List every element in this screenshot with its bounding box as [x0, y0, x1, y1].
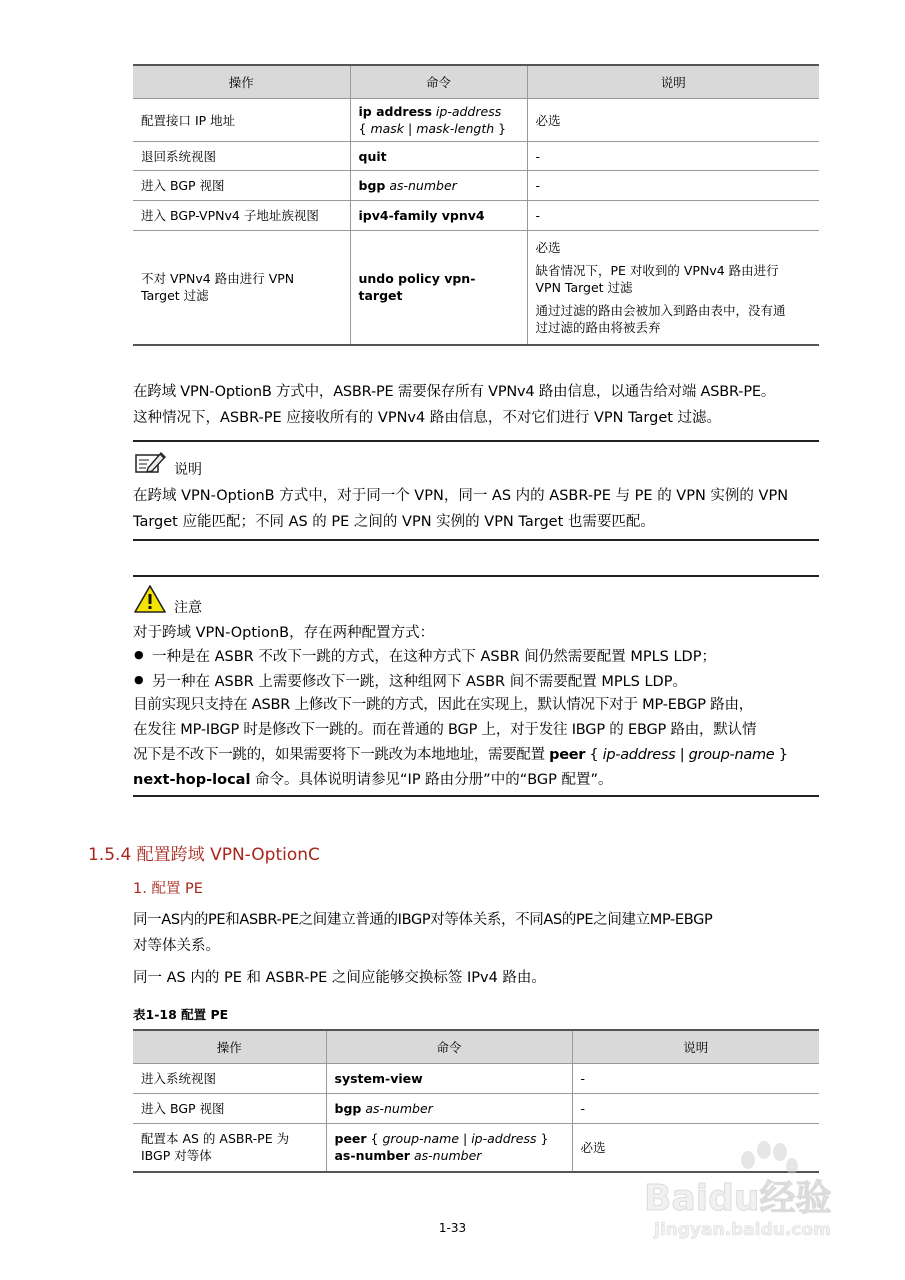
header-operation: 操作: [133, 1030, 326, 1064]
cmd-cell: bgp as-number: [326, 1094, 572, 1124]
desc-cell: -: [527, 142, 819, 171]
desc-cell: 必选: [572, 1124, 819, 1172]
op-cell: 配置接口 IP 地址: [133, 99, 350, 142]
desc-cell: -: [527, 201, 819, 231]
note-pencil-icon: [134, 450, 166, 476]
warning-triangle-icon: [134, 584, 166, 614]
bullet-icon: ●: [134, 673, 144, 686]
op-cell: 进入 BGP 视图: [133, 171, 350, 201]
caution-title: 注意: [174, 600, 202, 616]
desc-cell: 必选: [527, 99, 819, 142]
op-cell: 进入 BGP-VPNv4 子地址族视图: [133, 201, 350, 231]
note-title: 说明: [174, 462, 202, 478]
cmd-cell: system-view: [326, 1064, 572, 1094]
caution-bullet-1: 一种是在 ASBR 不改下一跳的方式，在这种方式下 ASBR 间仍然需要配置 MPLS LDP；: [152, 649, 716, 665]
section-paragraph-1: 同一AS内的PE和ASBR-PE之间建立普通的IBGP对等体关系，不同AS的PE之间建立MP-EBGP 对等体关系。: [133, 912, 713, 954]
command-table-1: [133, 64, 819, 346]
desc-cell: 必选 缺省情况下，PE 对收到的 VPNv4 路由进行 VPN Target 过滤 通过过滤的路由会被加入到路由表中，没有通 过过滤的路由将被丢弃: [527, 231, 819, 345]
cmd-cell: peer { group-name | ip-address } as-number as-number: [326, 1124, 572, 1172]
table-row: [133, 1094, 819, 1124]
table-row: [133, 1064, 819, 1094]
caution-body: 目前实现只支持在 ASBR 上修改下一跳的方式，因此在实现上，默认情况下对于 MP-EBGP 路由， 在发往 MP-IBGP 时是修改下一跳的。而在普通的 BGP 上，对于发往 IBGP 的 EBGP 路由，默认情 况下是不改下一跳的，如果需要将下一跳改为本地地址，需要配置 peer { ip-address | group-name } next-hop-local 命令。具体说明请参见“IP 路由分册”中的“BGP 配置”。: [133, 697, 788, 788]
paragraph-optionb: 在跨域 VPN-OptionB 方式中，ASBR-PE 需要保存所有 VPNv4 路由信息，以通告给对端 ASBR-PE。 这种情况下，ASBR-PE 应接收所有的 VPNv4 路由信息，不对它们进行 VPN Target 过滤。: [133, 384, 776, 426]
op-cell: 退回系统视图: [133, 142, 350, 171]
op-cell: 配置本 AS 的 ASBR-PE 为 IBGP 对等体: [133, 1124, 326, 1172]
op-cell: 进入系统视图: [133, 1064, 326, 1094]
cmd-cell: bgp as-number: [350, 171, 527, 201]
caution-top-rule: [133, 575, 819, 577]
op-cell: 不对 VPNv4 路由进行 VPN Target 过滤: [133, 231, 350, 345]
table-header-row: [133, 65, 819, 99]
desc-cell: -: [527, 171, 819, 201]
caution-bullet-2: 另一种在 ASBR 上需要修改下一跳，这种组网下 ASBR 间不需要配置 MPLS LDP。: [152, 674, 687, 690]
subsection-heading: 1. 配置 PE: [133, 881, 203, 897]
cmd-cell: undo policy vpn-target: [350, 231, 527, 345]
watermark-logo-text: Baidu经验: [644, 1178, 832, 1219]
cmd-cell: ipv4-family vpnv4: [350, 201, 527, 231]
op-cell: 进入 BGP 视图: [133, 1094, 326, 1124]
header-description: 说明: [527, 65, 819, 99]
baidu-watermark: [640, 1140, 880, 1260]
note-bottom-rule: [133, 539, 819, 541]
bullet-icon: ●: [134, 648, 144, 661]
cmd-cell: ip address ip-address { mask | mask-length }: [350, 99, 527, 142]
desc-cell: -: [572, 1094, 819, 1124]
table-row: [133, 142, 819, 171]
caution-line-1: 对于跨域 VPN-OptionB，存在两种配置方式：: [133, 625, 435, 641]
note-top-rule: [133, 440, 819, 442]
table-row: [133, 99, 819, 142]
watermark-url: jingyan.baidu.com: [654, 1220, 831, 1240]
desc-cell: -: [572, 1064, 819, 1094]
header-command: 命令: [326, 1030, 572, 1064]
caution-bottom-rule: [133, 795, 819, 797]
section-paragraph-2: 同一 AS 内的 PE 和 ASBR-PE 之间应能够交换标签 IPv4 路由。: [133, 970, 546, 986]
table-header-row: [133, 1030, 819, 1064]
header-description: 说明: [572, 1030, 819, 1064]
table-row: [133, 231, 819, 345]
table-row: [133, 171, 819, 201]
header-operation: 操作: [133, 65, 350, 99]
table-row: [133, 201, 819, 231]
section-heading: 1.5.4 配置跨域 VPN-OptionC: [88, 845, 320, 865]
page-number: 1-33: [438, 1221, 467, 1235]
cmd-cell: quit: [350, 142, 527, 171]
table-caption: 表1-18 配置 PE: [133, 1007, 229, 1022]
note-body: 在跨域 VPN-OptionB 方式中，对于同一个 VPN，同一 AS 内的 ASBR-PE 与 PE 的 VPN 实例的 VPN Target 应能匹配；不同 AS 的 PE 之间的 VPN 实例的 VPN Target 也需要匹配。: [133, 488, 789, 530]
header-command: 命令: [350, 65, 527, 99]
